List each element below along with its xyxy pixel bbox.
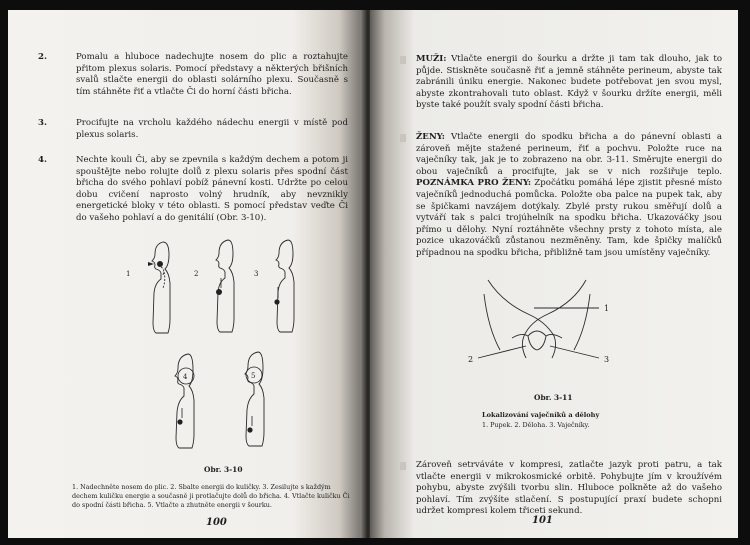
figure-body-3 (276, 240, 294, 332)
paragraph-women (416, 132, 722, 260)
figure-label: 3 (254, 270, 259, 278)
list-number: 4. (38, 155, 47, 165)
paragraph-text: Vtlačte energii do šourku a držte ji tam tak dlouho, jak to půjde. Stiskněte současně řiť a jemně stáhněte perineum, abyste tak zabránili úniku energie. Nakonec budete potřebovat jen svou mysl, abyste zkontrahovali tuto oblast. Když v šourku držíte energii, měli byste také použít svaly spodní části břicha. (416, 54, 722, 111)
paragraph-lead: ŽENY: (416, 132, 445, 142)
energy-ball (274, 299, 279, 304)
figure-caption: 1. Pupek. 2. Děloha. 3. Vaječníky. (482, 421, 590, 429)
note-lead: POZNÁMKA PRO ŽENY: (416, 178, 532, 189)
paragraph-bottom: Zároveň setrváváte v kompresi, zatlačte jazyk proti patru, a tak vtlačte energii v mikrokosmické orbitě. Pohybujte jím v kroužívém pohybu, abyste zvýšili tvorbu slin. Hluboce polkněte až do vašeho pohlaví. Tím zvýšíte stlačení. S postupující praxí budete schopni udržet kompresi kolem třiceti sekund. (416, 460, 722, 517)
figure-caption: 1. Nadechněte nosem do plic. 2. Sbalte energii do kuličky. 3. Zesilujte s každým dechem kuličku energie a současně ji protlačujte dolů do břicha. 4. Vtlačte kuličku Či do spodní části břicha. 5. Vtlačte a zhutněte energii v šourku. (72, 483, 350, 509)
paragraph-men (416, 54, 722, 112)
right-page (370, 10, 738, 538)
figure-label: 4 (183, 373, 188, 381)
figure-label: 1 (604, 304, 610, 313)
figure-label: 1 (126, 270, 131, 278)
list-number: 2. (38, 52, 47, 62)
figure-3-11 (466, 278, 666, 378)
paragraph-text: Vtlačte energii do spodku břicha a do pánevní oblasti a zároveň mějte stažené perineum, řiť a pochvu. Položte ruce na vaječníky tak, jak je to zobrazeno na obr. 3-11. Směrujte energii do obou vaječníků a procifujte, jak se v nich rozšiřuje teplo. (416, 132, 722, 177)
label-leader (478, 346, 526, 358)
list-text: Procifujte na vrcholu každého nádechu energii v místě pod plexus solaris. (76, 118, 348, 140)
figure-body-2 (216, 240, 234, 332)
page-number: 101 (532, 515, 553, 526)
energy-ball (216, 289, 222, 295)
figure-body-5 (245, 352, 264, 446)
label-leader (550, 346, 599, 358)
energy-ball (247, 427, 252, 432)
energy-ball (157, 261, 163, 267)
note-text: Zpočátku pomáhá lépe zjistit přesné místo vaječníků jednoduchá pomůcka. Položte oba palce na pupek tak, aby se špičkami navzájem dotýkaly. Zbylé prsty rukou směřují dolů a vytváří tak s palci trojúhelník na spodku břicha. Ukazováčky jsou přímo u dělohy. Nyní roztáhněte všechny prsty z tohoto místa, ale pozice ukazováčků zůstanou nezměněny. Tam, kde špičky malíčků případnou na spodku břicha, přibližně tam jsou umístěny vaječníky. (416, 178, 722, 258)
figure-label: 5 (251, 372, 256, 380)
list-text: Nechte kouli Či, aby se zpevnila s každým dechem a potom ji spouštějte nebo rolujte dolů z plexu solaris přes spodní část břicha do svého pohlaví pobíž pánevní kosti. Udržte po celou dobu cvičení naprosto volný hrudník, aby nevznikly energetické bloky v této oblasti. S pomocí představ veďte Či do vašeho pohlaví a do genitálií (Obr. 3-10). (76, 155, 348, 223)
figure-label: 2 (468, 355, 474, 364)
figure-label: 3 (604, 355, 610, 364)
bullet-marker (400, 56, 406, 64)
left-page (8, 10, 364, 538)
bullet-marker (400, 462, 406, 470)
uterus-shape (528, 331, 546, 350)
figure-subtitle: Lokalizování vaječníků a dělohy (482, 411, 600, 419)
bullet-marker (400, 134, 406, 142)
figure-title: Obr. 3-11 (534, 393, 573, 402)
list-text: Pomalu a hluboce nadechujte nosem do plic a roztahujte přitom plexus solaris. Pomocí představy a některých břišních svalů stlačte energii do oblasti solárního plexu. Současně s tím stáhněte řiť a vtlačte Či do horní části břicha. (76, 52, 348, 97)
paragraph-lead: MUŽI: (416, 54, 447, 64)
abdomen-outline (484, 294, 590, 350)
figure-body-1 (152, 242, 170, 333)
figure-3-10 (108, 232, 308, 452)
list-number: 3. (38, 118, 47, 128)
figure-label: 2 (194, 270, 199, 278)
page-number: 100 (206, 517, 227, 528)
arrow-icon (148, 262, 154, 266)
figure-title: Obr. 3-10 (204, 465, 243, 474)
energy-ball (177, 419, 182, 424)
